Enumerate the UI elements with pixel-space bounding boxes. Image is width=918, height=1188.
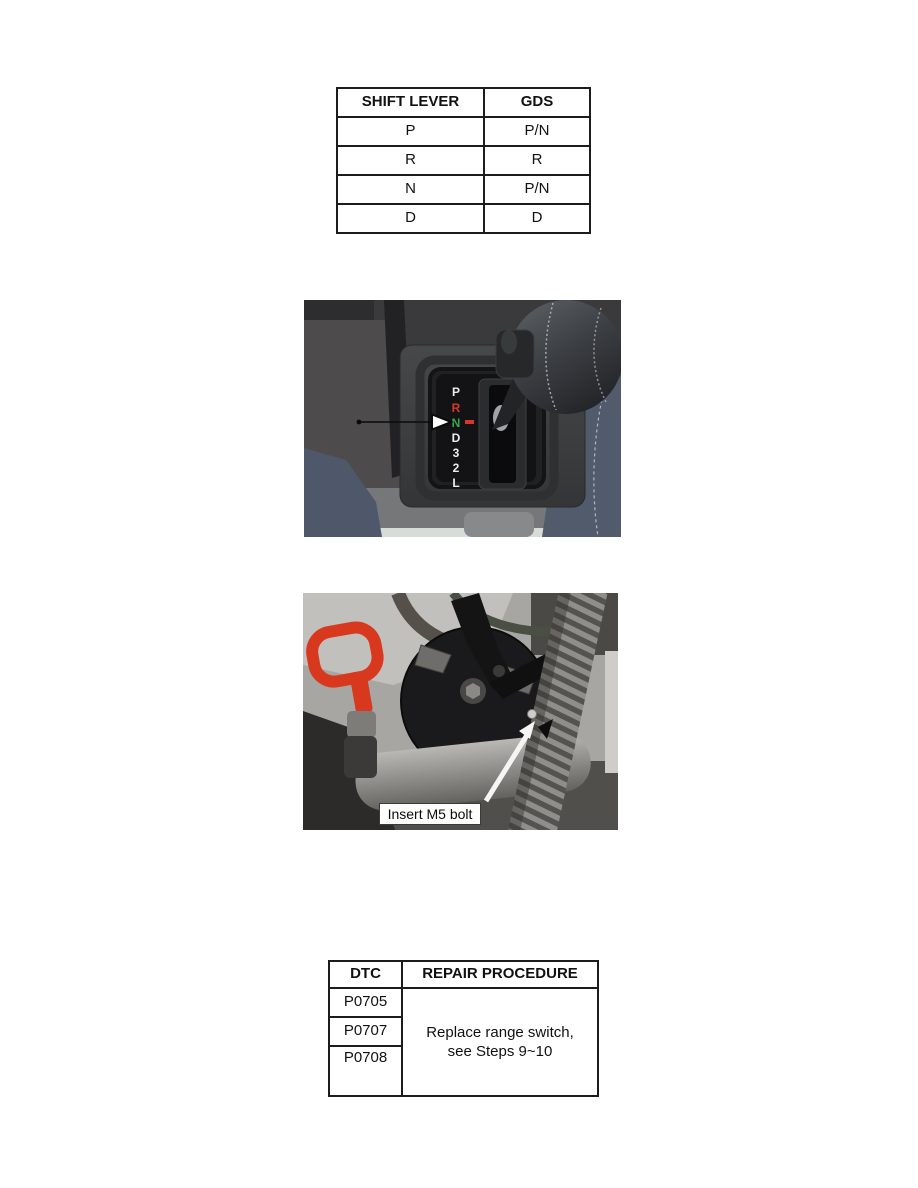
table-row	[337, 204, 590, 233]
table-row	[337, 146, 590, 175]
dtc-code-cell: P0705	[329, 988, 402, 1017]
gear-letter-l: L	[452, 476, 460, 490]
position-marker	[465, 420, 474, 424]
range-switch-photo	[303, 593, 618, 830]
gds-cell: R	[484, 146, 590, 175]
procedure-line: see Steps 9~10	[447, 1043, 553, 1060]
dipstick-tube	[344, 711, 377, 778]
repair-procedure-header: REPAIR PROCEDURE	[402, 961, 598, 988]
table-header-row	[337, 88, 590, 117]
dtc-header: DTC	[329, 961, 402, 988]
shift-console-photo	[304, 300, 621, 537]
gds-header: GDS	[484, 88, 590, 117]
procedure-line: Replace range switch,	[426, 1024, 574, 1041]
repair-procedure-cell	[402, 988, 598, 1096]
dtc-repair-table	[328, 960, 599, 1097]
shift-lever-cell: D	[337, 204, 484, 233]
gds-cell: D	[484, 204, 590, 233]
gear-letter-d: D	[451, 431, 461, 445]
table-row	[329, 988, 598, 1017]
gds-cell: P/N	[484, 175, 590, 204]
gear-letter-2: 2	[452, 461, 460, 475]
console-trim	[464, 512, 534, 537]
gear-letter-3: 3	[452, 446, 460, 460]
insert-m5-bolt-label: Insert M5 bolt	[379, 803, 481, 825]
dtc-code-cell: P0708	[329, 1046, 402, 1096]
table-row	[337, 117, 590, 146]
table-row	[337, 175, 590, 204]
shift-lever-gds-table	[336, 87, 591, 234]
gear-letter-n: N	[451, 416, 461, 430]
shift-lever-cell: N	[337, 175, 484, 204]
dtc-code-cell: P0707	[329, 1017, 402, 1046]
shift-lever-cell: P	[337, 117, 484, 146]
gear-letter-r: R	[451, 401, 461, 415]
shift-lever-header: SHIFT LEVER	[337, 88, 484, 117]
gds-cell: P/N	[484, 117, 590, 146]
table-header-row	[329, 961, 598, 988]
shift-lever-cell: R	[337, 146, 484, 175]
gear-letter-p: P	[451, 385, 461, 399]
